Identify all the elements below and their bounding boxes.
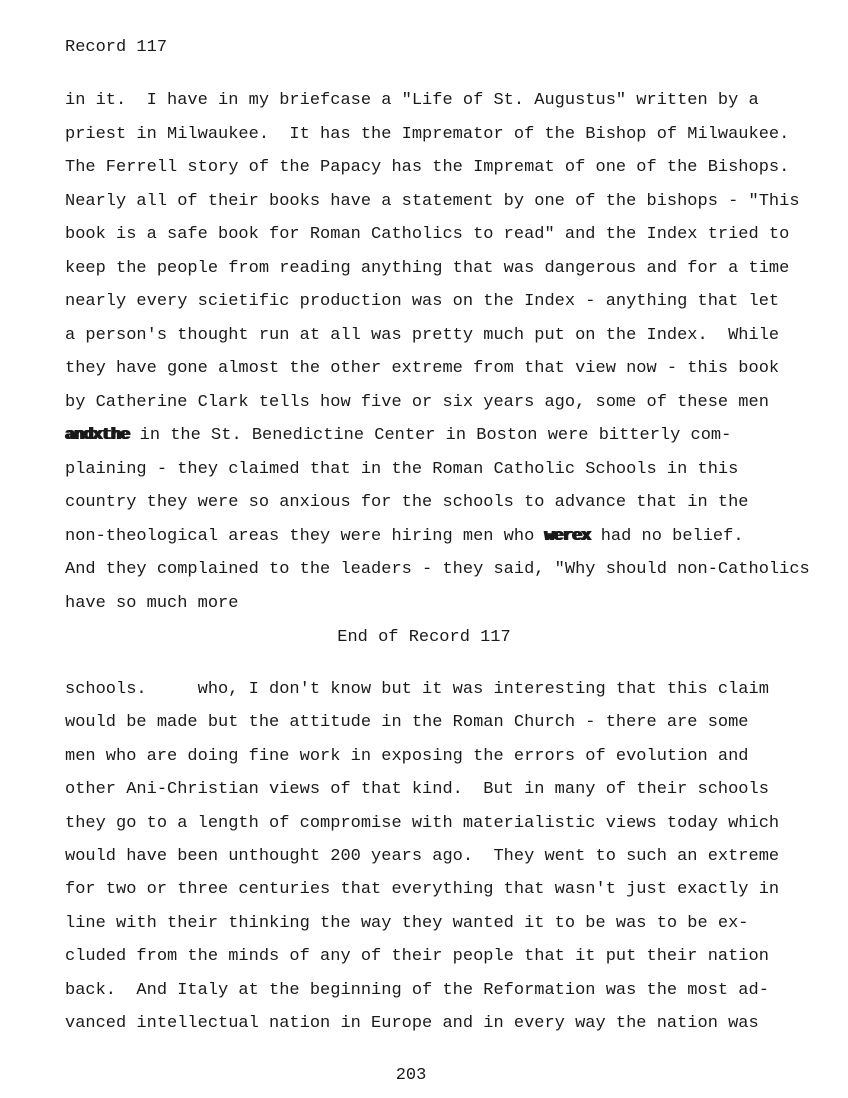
text-line: plaining - they claimed that in the Roman Catholic Schools in this	[65, 459, 739, 479]
text-line: The Ferrell story of the Papacy has the Impremat of one of the Bishops.	[65, 158, 790, 177]
text-line: they have gone almost the other extreme from that view now - this book	[65, 359, 780, 378]
text-line: back. And Italy at the beginning of the Reformation was the most ad-	[65, 980, 769, 1000]
text-line: vanced intellectual nation in Europe and in every way the nation was	[65, 1014, 759, 1033]
text-line: And they complained to the leaders - they said, "Why should non-Catholics	[65, 560, 810, 579]
end-of-record-marker: End of Record 117	[337, 628, 511, 647]
text-line: priest in Milwaukee. It has the Impremator of the Bishop of Milwaukee.	[65, 124, 790, 144]
text-line	[65, 527, 744, 547]
text-line: keep the people from reading anything that was dangerous and for a time	[65, 258, 790, 278]
text-line: in it. I have in my briefcase a "Life of St. Augustus" written by a	[65, 91, 759, 110]
text-line: line with their thinking the way they wanted it to be was to be ex-	[65, 913, 749, 933]
page-number: 203	[395, 1066, 427, 1085]
text-line: nearly every scietific production was on the Index - anything that let	[65, 292, 780, 311]
text-line: would be made but the attitude in the Roman Church - there are some	[65, 713, 749, 733]
record-header: Record 117	[65, 38, 168, 57]
text-line: men who are doing fine work in exposing the errors of evolution and	[65, 746, 749, 766]
text-line: they go to a length of compromise with materialistic views today which	[65, 813, 780, 833]
text-line: schools. who, I don't know but it was interesting that this claim	[65, 680, 769, 699]
text-line: book is a safe book for Roman Catholics to read" and the Index tried to	[65, 225, 790, 244]
text-line: for two or three centuries that everything that wasn't just exactly in	[65, 880, 780, 900]
text-line: a person's thought run at all was pretty much put on the Index. While	[65, 325, 780, 345]
text-line	[65, 426, 731, 446]
text-line: would have been unthought 200 years ago. They went to such an extreme	[65, 847, 780, 866]
struck-out-text: andxthe	[65, 426, 130, 445]
text-line: cluded from the minds of any of their people that it put their nation	[65, 947, 769, 967]
struck-out-text: werex	[544, 526, 591, 546]
text-line: have so much more	[65, 593, 239, 613]
text-segment: non-theological areas they were hiring men who	[65, 526, 545, 546]
text-segment: in the St. Benedictine Center in Boston were bitterly com-	[129, 426, 732, 445]
text-segment: had no belief.	[590, 526, 744, 546]
text-line: Nearly all of their books have a statement by one of the bishops - "This	[65, 191, 800, 211]
text-line: by Catherine Clark tells how five or six years ago, some of these men	[65, 392, 769, 412]
text-line: other Ani-Christian views of that kind. But in many of their schools	[65, 780, 769, 800]
text-line: country they were so anxious for the schools to advance that in the	[65, 493, 749, 512]
